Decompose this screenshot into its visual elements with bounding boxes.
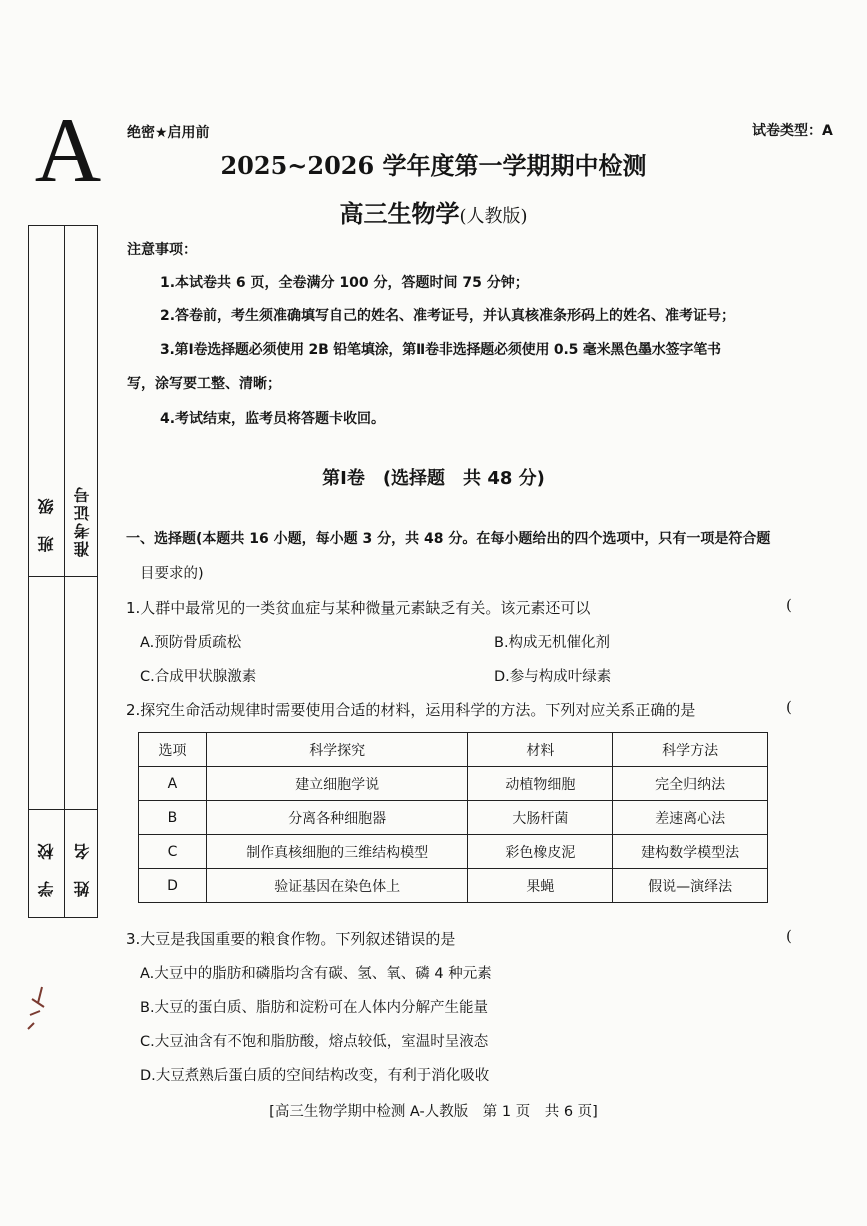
note-item: 写，涂写要工整、清晰； <box>127 376 281 392</box>
q3-option-a: A.大豆中的脂肪和磷脂均含有碳、氢、氧、磷 4 种元素 <box>140 966 492 982</box>
paper-version-letter: A <box>34 99 102 201</box>
table-cell: 假说—演绎法 <box>613 869 768 903</box>
table-header: 科学探究 <box>206 733 468 767</box>
table-cell: 建立细胞学说 <box>206 767 468 801</box>
page-footer: [高三生物学期中检测 A-人教版 第 1 页 共 6 页] <box>269 1104 598 1120</box>
question-2-stem: 2.探究生命活动规律时需要使用合适的材料，运用科学的方法。下列对应关系正确的是 <box>126 701 696 719</box>
scan-artifact-mark <box>24 985 54 1030</box>
edition-name: (人教版) <box>459 206 528 227</box>
q1-option-d: D.参与构成叶绿素 <box>494 669 612 685</box>
table-cell: 分离各种细胞器 <box>206 801 468 835</box>
confidential-label: 绝密★启用前 <box>127 125 210 141</box>
note-item: 3.第Ⅰ卷选择题必须使用 2B 铅笔填涂，第Ⅱ卷非选择题必须使用 0.5 毫米黑色墨水签字笔书 <box>160 342 721 358</box>
table-row <box>139 801 768 835</box>
question-1-stem: 1.人群中最常见的一类贫血症与某种微量元素缺乏有关。该元素还可以 <box>126 599 591 617</box>
table-cell: 大肠杆菌 <box>468 801 613 835</box>
table-cell: 动植物细胞 <box>468 767 613 801</box>
table-header: 材料 <box>468 733 613 767</box>
table-row <box>139 767 768 801</box>
school-label: 学 校 <box>37 835 56 897</box>
q1-option-c: C.合成甲状腺激素 <box>140 669 257 685</box>
section-instruction-cont: 目要求的) <box>140 566 204 582</box>
q1-option-b: B.构成无机催化剂 <box>494 635 611 651</box>
notes-heading: 注意事项： <box>127 242 197 258</box>
exam-subtitle <box>0 194 867 229</box>
table-cell: 完全归纳法 <box>613 767 768 801</box>
table-header-row <box>139 733 768 767</box>
question-3-stem: 3.大豆是我国重要的粮食作物。下列叙述错误的是 <box>126 930 456 948</box>
section-instruction: 一、选择题(本题共 16 小题，每小题 3 分，共 48 分。在每小题给出的四个选项中，只有一项是符合题 <box>126 531 771 547</box>
table-cell: 彩色橡皮泥 <box>468 835 613 869</box>
q1-option-a: A.预防骨质疏松 <box>140 635 242 651</box>
table-cell: 验证基因在染色体上 <box>206 869 468 903</box>
q3-option-d: D.大豆煮熟后蛋白质的空间结构改变，有利于消化吸收 <box>140 1068 490 1084</box>
class-label: 班 级 <box>37 490 56 552</box>
note-item: 1.本试卷共 6 页，全卷满分 100 分，答题时间 75 分钟； <box>160 275 529 291</box>
table-cell: 制作真核细胞的三维结构模型 <box>206 835 468 869</box>
answer-paren: ( <box>786 927 792 945</box>
q3-option-c: C.大豆油含有不饱和脂肪酸，熔点较低，室温时呈液态 <box>140 1034 489 1050</box>
table-header: 科学方法 <box>613 733 768 767</box>
exam-title: 2025~2026 学年度第一学期期中检测 <box>220 151 647 180</box>
name-label: 姓 名 <box>73 835 92 897</box>
exam-id-label: 准考证号 <box>73 485 92 557</box>
table-cell: 果蝇 <box>468 869 613 903</box>
section-title: 第Ⅰ卷 (选择题 共 48 分) <box>322 468 545 489</box>
student-info-panel <box>28 225 98 918</box>
table-cell: 建构数学模型法 <box>613 835 768 869</box>
answer-paren: ( <box>786 596 792 614</box>
table-cell: C <box>139 835 207 869</box>
table-cell: A <box>139 767 207 801</box>
q2-table <box>138 732 768 903</box>
paper-type-label: 试卷类型：A <box>752 123 833 139</box>
q3-option-b: B.大豆的蛋白质、脂肪和淀粉可在人体内分解产生能量 <box>140 1000 489 1016</box>
subject-name: 高三生物学 <box>339 199 460 228</box>
table-cell: 差速离心法 <box>613 801 768 835</box>
table-row <box>139 835 768 869</box>
note-item: 4.考试结束，监考员将答题卡收回。 <box>160 411 386 427</box>
table-cell: D <box>139 869 207 903</box>
note-item: 2.答卷前，考生须准确填写自己的姓名、准考证号，并认真核准条形码上的姓名、准考证号； <box>160 308 736 324</box>
table-header: 选项 <box>139 733 207 767</box>
table-cell: B <box>139 801 207 835</box>
table-row <box>139 869 768 903</box>
answer-paren: ( <box>786 698 792 716</box>
